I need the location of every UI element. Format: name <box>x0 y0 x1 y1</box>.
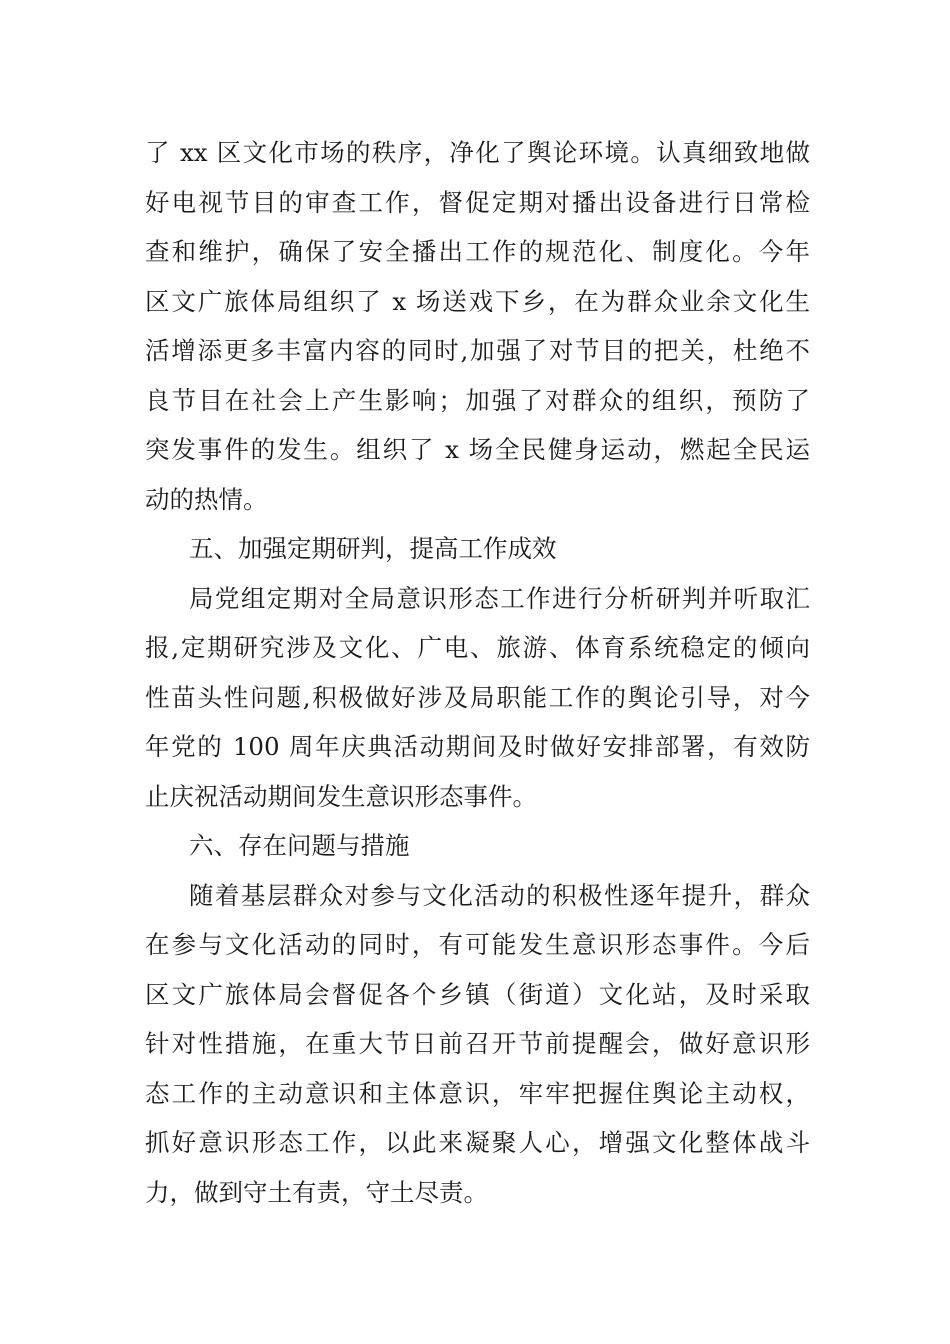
text-line: 针对性措施，在重大节日前召开节前提醒会，做好意识形 <box>145 1029 810 1058</box>
section-heading-6 <box>145 821 810 871</box>
paragraph-section-6 <box>145 871 810 1218</box>
text-line: 活增添更多丰富内容的同时,加强了对节目的把关，杜绝不 <box>145 336 810 365</box>
text-line: 区文广旅体局组织了 x 场送戏下乡，在为群众业余文化生 <box>145 286 810 316</box>
text-line: 在参与文化活动的同时，有可能发生意识形态事件。今后 <box>145 930 810 959</box>
heading-text: 六、存在问题与措施 <box>189 831 410 860</box>
text-line: 动的热情。 <box>145 484 268 514</box>
heading-text: 五、加强定期研判，提高工作成效 <box>189 534 557 563</box>
text-line: 查和维护，确保了安全播出工作的规范化、制度化。今年 <box>145 237 810 266</box>
text-line: 态工作的主动意识和主体意识，牢牢把握住舆论主动权， <box>145 1078 810 1108</box>
text-line: 好电视节目的审查工作，督促定期对播出设备进行日常检 <box>145 187 810 217</box>
text-line: 报,定期研究涉及文化、广电、旅游、体育系统稳定的倾向 <box>145 633 810 662</box>
section-heading-5 <box>145 524 810 574</box>
text-line: 年党的 100 周年庆典活动期间及时做好安排部署，有效防 <box>145 732 810 761</box>
text-line: 区文广旅体局会督促各个乡镇（街道）文化站，及时采取 <box>145 979 810 1009</box>
text-line: 局党组定期对全局意识形态工作进行分析研判并听取汇 <box>189 583 810 613</box>
text-line: 突发事件的发生。组织了 x 场全民健身运动，燃起全民运 <box>145 435 810 464</box>
text-line: 良节目在社会上产生影响；加强了对群众的组织，预防了 <box>145 385 810 415</box>
text-line: 止庆祝活动期间发生意识形态事件。 <box>145 781 537 811</box>
text-line: 力，做到守土有责，守土尽责。 <box>145 1177 488 1207</box>
text-line: 随着基层群众对参与文化活动的积极性逐年提升，群众 <box>189 880 810 910</box>
document-body <box>145 128 810 1217</box>
paragraph-section-5 <box>145 574 810 822</box>
text-line: 抓好意识形态工作，以此来凝聚人心，增强文化整体战斗 <box>145 1128 810 1157</box>
paragraph-continuation <box>145 128 810 524</box>
text-line: 性苗头性问题,积极做好涉及局职能工作的舆论引导，对今 <box>145 682 810 712</box>
text-line: 了 xx 区文化市场的秩序，净化了舆论环境。认真细致地做 <box>145 138 810 167</box>
